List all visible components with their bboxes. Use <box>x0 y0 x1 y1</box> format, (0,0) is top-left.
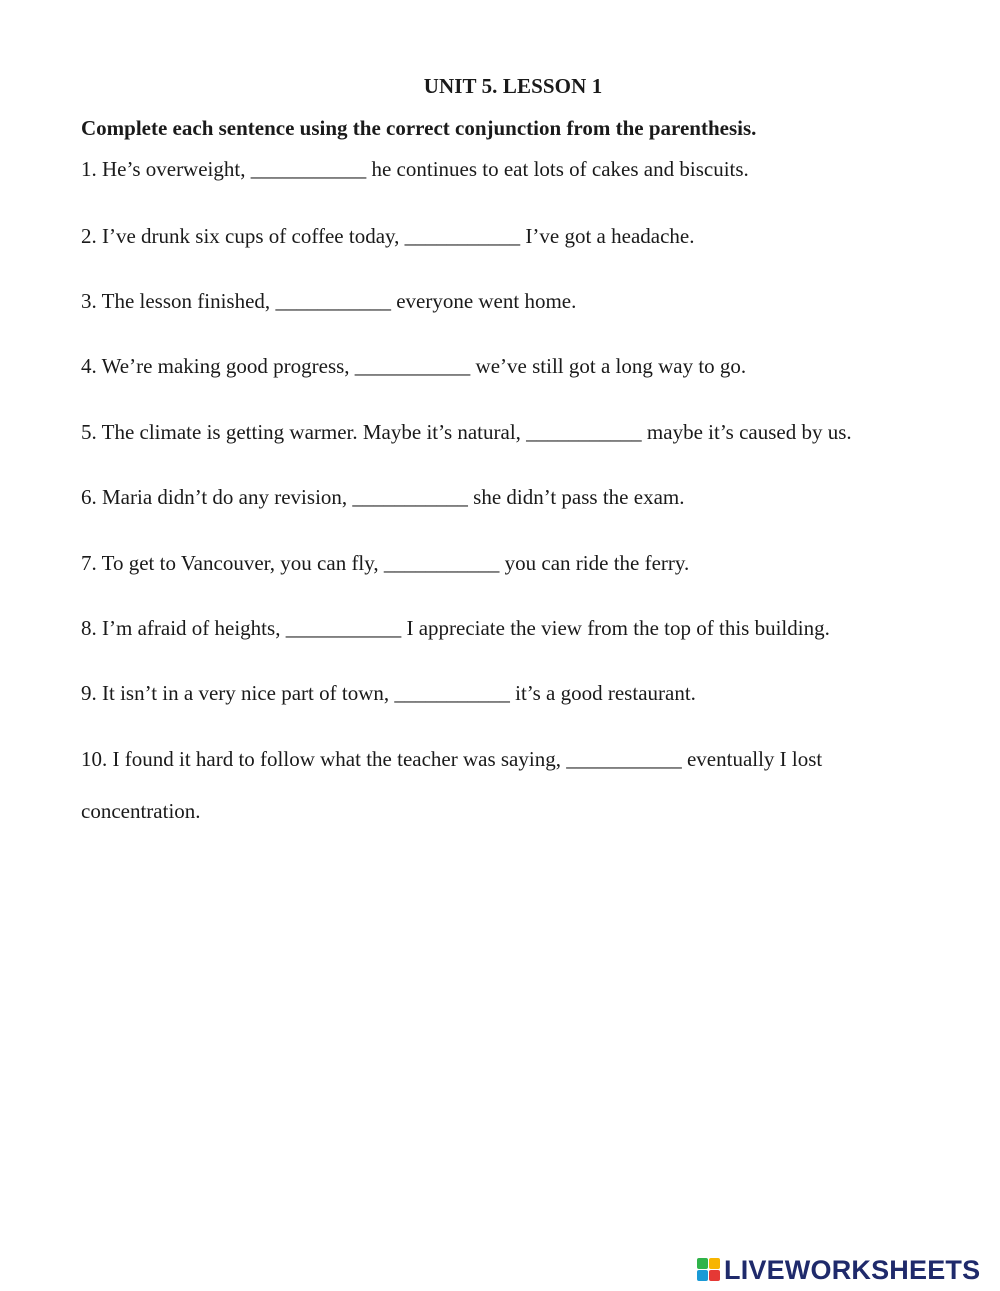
instruction-text: Complete each sentence using the correct conjunction from the parenthesis. <box>81 116 757 140</box>
question-text-before: I’ve drunk six cups of coffee today, <box>102 224 400 248</box>
question-9 <box>81 681 696 706</box>
question-6 <box>81 485 684 510</box>
question-number: 2. <box>81 224 97 248</box>
answer-blank-1[interactable]: ___________ <box>250 157 367 181</box>
question-text-after: we’ve still got a long way to go. <box>475 354 747 378</box>
question-text-before: He’s overweight, <box>102 157 246 181</box>
question-10-continuation: concentration. <box>81 799 201 823</box>
question-3 <box>81 289 576 314</box>
question-text-after: you can ride the ferry. <box>504 551 690 575</box>
question-number: 1. <box>81 157 97 181</box>
liveworksheets-logo <box>697 1255 980 1285</box>
answer-blank-5[interactable]: ___________ <box>526 420 642 444</box>
question-2 <box>81 224 694 249</box>
question-number: 4. <box>81 354 97 378</box>
question-text-after: maybe it’s caused by us. <box>646 420 852 444</box>
question-4 <box>81 354 746 379</box>
answer-blank-6[interactable]: ___________ <box>352 485 468 509</box>
question-10 <box>81 747 822 772</box>
question-text-before: The climate is getting warmer. Maybe it’s natural, <box>101 420 521 444</box>
question-text-before: The lesson finished, <box>101 289 271 313</box>
answer-blank-10[interactable]: ___________ <box>566 747 682 771</box>
answer-blank-7[interactable]: ___________ <box>383 551 500 575</box>
question-number: 3. <box>81 289 97 313</box>
question-number: 6. <box>81 485 97 509</box>
question-number: 7. <box>81 551 97 575</box>
question-5 <box>81 420 852 445</box>
question-text-before: It isn’t in a very nice part of town, <box>102 681 390 705</box>
question-number: 10. <box>81 747 108 771</box>
question-text-after: it’s a good restaurant. <box>515 681 696 705</box>
question-text-after: he continues to eat lots of cakes and biscuits. <box>371 157 749 181</box>
question-text-before: We’re making good progress, <box>101 354 350 378</box>
question-text-before: I’m afraid of heights, <box>102 616 281 640</box>
answer-blank-3[interactable]: ___________ <box>275 289 391 313</box>
question-text-after: I appreciate the view from the top of this building. <box>406 616 830 640</box>
question-7 <box>81 551 689 576</box>
question-8 <box>81 616 830 641</box>
question-text-after: I’ve got a headache. <box>525 224 695 248</box>
answer-blank-8[interactable]: ___________ <box>285 616 402 640</box>
answer-blank-4[interactable]: ___________ <box>354 354 471 378</box>
answer-blank-2[interactable]: ___________ <box>404 224 521 248</box>
question-number: 5. <box>81 420 97 444</box>
page-title: UNIT 5. LESSON 1 <box>423 74 603 98</box>
logo-text: LIVEWORKSHEETS <box>724 1254 981 1285</box>
question-text-after: she didn’t pass the exam. <box>473 485 685 509</box>
question-number: 8. <box>81 616 97 640</box>
question-1 <box>81 157 749 182</box>
question-text-before: To get to Vancouver, you can fly, <box>101 551 379 575</box>
question-number: 9. <box>81 681 97 705</box>
question-text-before: Maria didn’t do any revision, <box>102 485 348 509</box>
liveworksheets-logo-icon <box>697 1258 721 1282</box>
question-text-after: everyone went home. <box>396 289 577 313</box>
question-text-before: I found it hard to follow what the teacher was saying, <box>112 747 561 771</box>
answer-blank-9[interactable]: ___________ <box>394 681 510 705</box>
question-text-after: eventually I lost <box>686 747 823 771</box>
